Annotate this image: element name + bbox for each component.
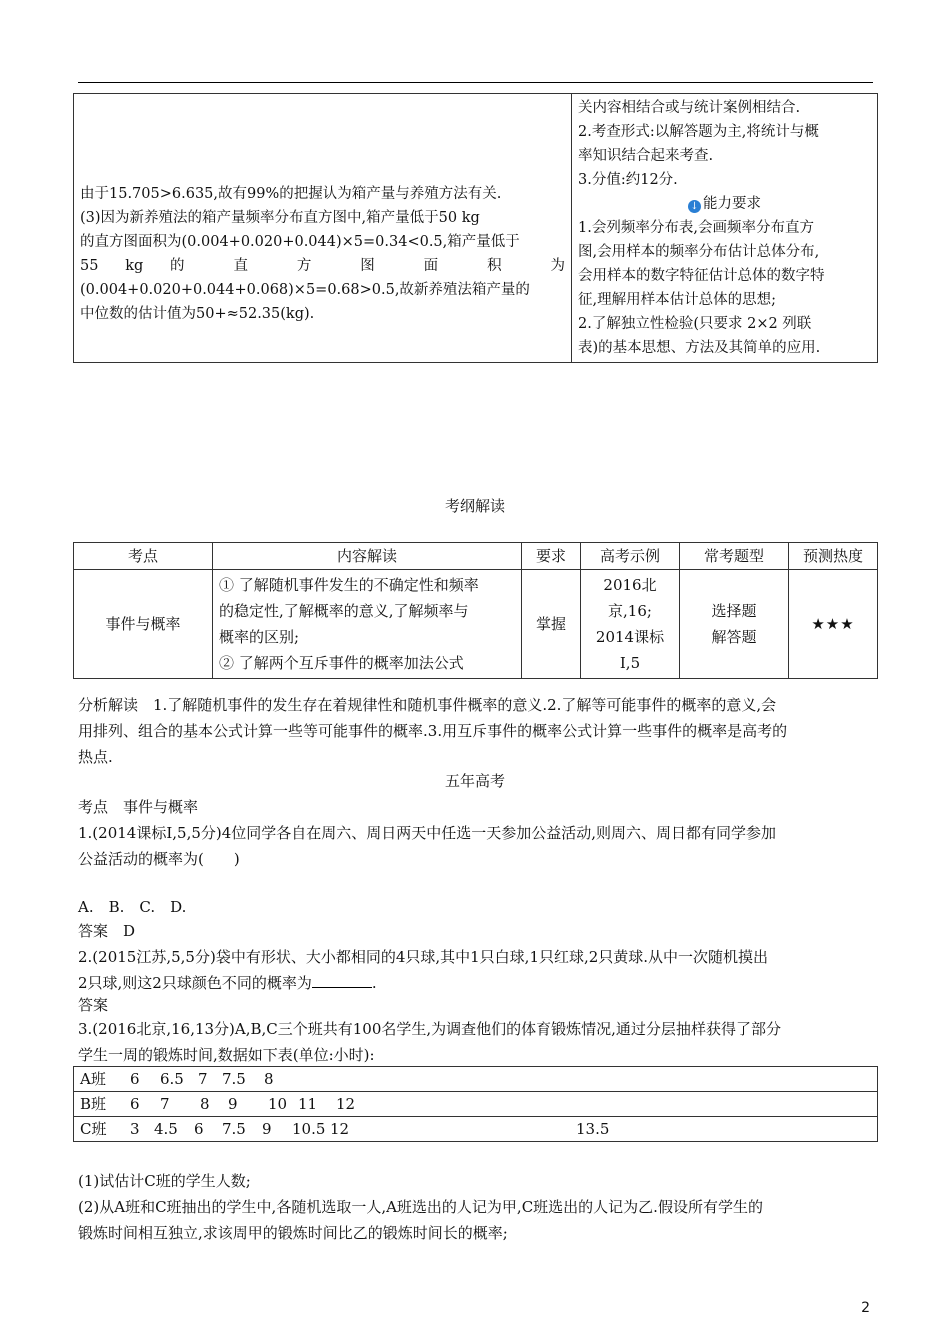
class-label: A班 [80, 1070, 106, 1088]
requirement-cell: 掌握 [522, 570, 581, 679]
example-line: 京,16; [608, 602, 652, 620]
question-part: (1)试估计C班的学生人数; [78, 1172, 251, 1190]
question-type: 选择题 [711, 602, 757, 620]
solution-line: 中位数的估计值为50+≈52.35(kg). [80, 306, 315, 322]
table-cell [74, 1067, 878, 1092]
time-value: 4.5 [154, 1120, 178, 1138]
content-line: ② 了解两个互斥事件的概率加法公式 [219, 654, 464, 672]
ability-line: 表)的基本思想、方法及其简单的应用. [578, 340, 821, 356]
content-cell [213, 570, 522, 679]
col-header: 高考示例 [581, 543, 680, 570]
question-3-parts [78, 1168, 873, 1246]
question-text-part: . [371, 974, 377, 992]
time-value: 7.5 [222, 1070, 246, 1088]
syllabus-table [73, 542, 878, 679]
col-header: 常考题型 [680, 543, 789, 570]
q2-answer: 答案 [78, 996, 109, 1014]
time-value: 9 [262, 1120, 272, 1138]
ability-heading [578, 192, 871, 216]
time-value: 11 [298, 1095, 318, 1113]
question-text: 2.(2015江苏,5,5分)袋中有形状、大小都相同的4只球,其中1只白球,1只红球,2只黄球.从中一次随机摸出 [78, 948, 769, 966]
download-arrow-icon: ↓ [688, 200, 701, 213]
answer-blank [312, 973, 372, 988]
question-text: 1.(2014课标Ⅰ,5,5分)4位同学各自在周六、周日两天中任选一天参加公益活动,则周六、周日都有同学参加 [78, 824, 777, 842]
solution-line: 的直方图面积为(0.004+0.020+0.044)×5=0.34<0.5,箱产量低于 [80, 234, 520, 250]
content-line: 概率的区别; [219, 628, 300, 646]
question-part: 锻炼时间相互独立,求该周甲的锻炼时间比乙的锻炼时间长的概率; [78, 1224, 508, 1242]
time-value: 6 [130, 1070, 140, 1088]
ability-line: 图,会用样本的频率分布估计总体分布, [578, 244, 820, 260]
question-text-part: 2只球,则这2只球颜色不同的概率为 [78, 974, 312, 992]
time-value: 9 [228, 1095, 238, 1113]
table-header-row [74, 543, 878, 570]
time-value: 10 [268, 1095, 288, 1113]
examples-cell [581, 570, 680, 679]
table-row [74, 1092, 878, 1117]
question-part: (2)从A班和C班抽出的学生中,各随机选取一人,A班选出的人记为甲,C班选出的人记为乙.假设所有学生的 [78, 1198, 763, 1216]
time-value: 8 [264, 1070, 274, 1088]
exercise-time-table [73, 1066, 878, 1142]
section-title-five-years: 五年高考 [444, 772, 505, 790]
table-cell [74, 1117, 878, 1142]
requirement-line: 3.分值:约12分. [578, 172, 678, 188]
exam-point-heading: 考点 事件与概率 [78, 798, 199, 816]
example-line: 2016北 [603, 576, 657, 594]
class-label: B班 [80, 1095, 107, 1113]
page-number: 2 [861, 1300, 870, 1316]
content-line: ① 了解随机事件发生的不确定性和频率 [219, 576, 479, 594]
time-value: 10.5 [292, 1120, 326, 1138]
table-cell [74, 1092, 878, 1117]
solution-line: (0.004+0.020+0.044+0.068)×5=0.68>0.5,故新养殖法箱产量的 [80, 282, 530, 298]
ability-line: 1.会列频率分布表,会画频率分布直方 [578, 220, 814, 236]
time-value: 6 [130, 1095, 140, 1113]
question-1 [78, 820, 873, 872]
time-value: 3 [130, 1120, 140, 1138]
ability-line: 2.了解独立性检验(只要求 2×2 列联 [578, 316, 812, 332]
q1-answer: 答案 D [78, 922, 136, 940]
question-types-cell [680, 570, 789, 679]
example-line: Ⅰ,5 [619, 654, 641, 672]
question-3 [78, 1016, 873, 1068]
analysis-line: 热点. [78, 748, 113, 766]
time-value: 6.5 [160, 1070, 184, 1088]
heat-rating: ★★★ [789, 570, 878, 679]
col-header: 考点 [74, 543, 213, 570]
requirement-line: 关内容相结合或与统计案例相结合. [578, 100, 801, 116]
analysis-line: 用排列、组合的基本公式计算一些等可能事件的概率.3.用互斥事件的概率公式计算一些事件的概率是高考的 [78, 722, 788, 740]
header-rule [78, 82, 873, 83]
solution-line: 55 kg 的 直 方 图 面 积 为 [80, 258, 565, 274]
col-header: 内容解读 [213, 543, 522, 570]
exam-point-cell: 事件与概率 [74, 570, 213, 679]
solution-line: 由于15.705>6.635,故有99%的把握认为箱产量与养殖方法有关. [80, 186, 502, 202]
class-label: C班 [80, 1120, 107, 1138]
solution-line: (3)因为新养殖法的箱产量频率分布直方图中,箱产量低于50 kg [80, 210, 480, 226]
question-2 [78, 944, 873, 996]
question-type: 解答题 [711, 628, 757, 646]
requirement-line: 率知识结合起来考查. [578, 148, 714, 164]
table-row [74, 1067, 878, 1092]
time-value: 7.5 [222, 1120, 246, 1138]
ability-line: 征,理解用样本估计总体的思想; [578, 292, 776, 308]
continuation-table [73, 93, 878, 363]
question-text: 学生一周的锻炼时间,数据如下表(单位:小时): [78, 1046, 375, 1064]
analysis-paragraph [78, 692, 873, 770]
table-row [74, 570, 878, 679]
time-value: 12 [336, 1095, 356, 1113]
question-text: 公益活动的概率为( ) [78, 850, 240, 868]
ability-line: 会用样本的数字特征估计总体的数字特 [578, 268, 825, 284]
requirements-cell [572, 94, 878, 363]
section-title-syllabus: 考纲解读 [444, 497, 505, 515]
time-value: 7 [198, 1070, 208, 1088]
col-header: 预测热度 [789, 543, 878, 570]
time-value: 12 [330, 1120, 350, 1138]
ability-title: 能力要求 [703, 196, 761, 212]
time-value: 7 [160, 1095, 170, 1113]
col-header: 要求 [522, 543, 581, 570]
analysis-line: 分析解读 1.了解随机事件的发生存在着规律性和随机事件概率的意义.2.了解等可能事件的概率的意义,会 [78, 696, 777, 714]
content-line: 的稳定性,了解概率的意义,了解频率与 [219, 602, 469, 620]
table-row [74, 1117, 878, 1142]
time-value: 6 [194, 1120, 204, 1138]
q1-options: A. B. C. D. [78, 898, 187, 916]
time-value: 8 [200, 1095, 210, 1113]
example-line: 2014课标 [595, 628, 665, 646]
time-value: 13.5 [576, 1120, 610, 1138]
solution-cell [74, 94, 572, 363]
question-text: 3.(2016北京,16,13分)A,B,C三个班共有100名学生,为调查他们的体育锻炼情况,通过分层抽样获得了部分 [78, 1020, 781, 1038]
requirement-line: 2.考查形式:以解答题为主,将统计与概 [578, 124, 819, 140]
